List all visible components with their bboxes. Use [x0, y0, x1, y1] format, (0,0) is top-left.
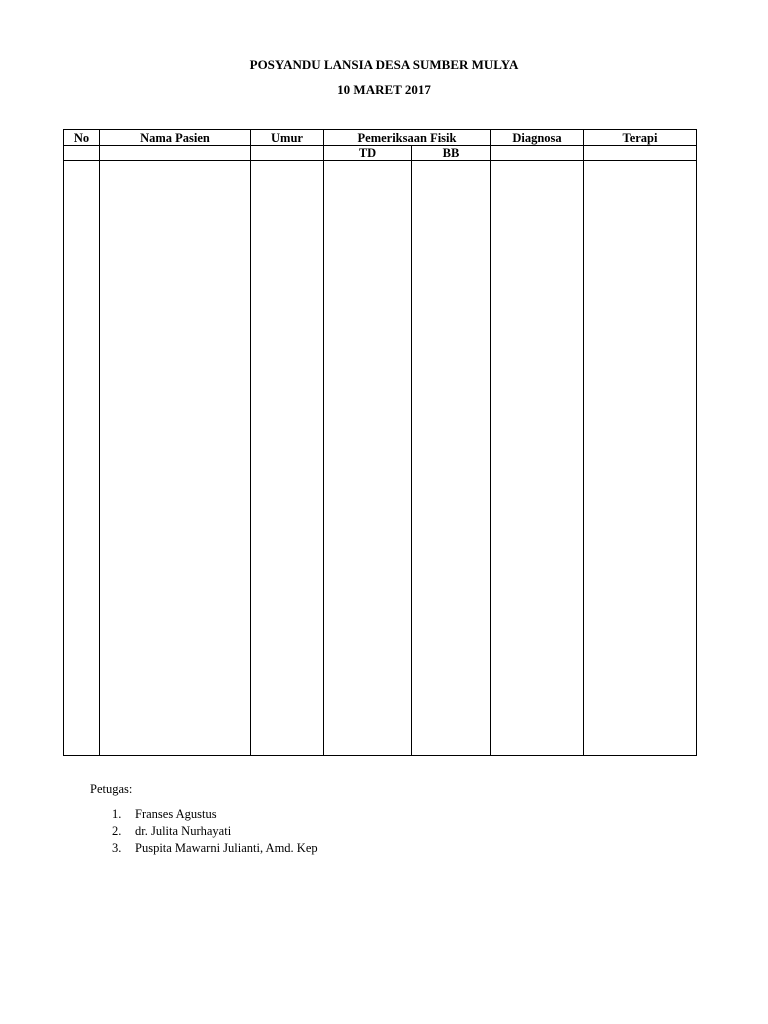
staff-name: Puspita Mawarni Julianti, Amd. Kep — [135, 841, 318, 855]
cell-nama-pasien — [100, 161, 251, 756]
table-body-row — [64, 161, 697, 756]
list-number: 3. — [112, 841, 122, 855]
list-item — [112, 806, 318, 823]
table-header-row — [64, 130, 697, 146]
header-bb: BB — [412, 146, 491, 161]
staff-name: dr. Julita Nurhayati — [135, 824, 232, 838]
cell-umur — [251, 161, 324, 756]
cell-bb — [412, 161, 491, 756]
subheader-empty-umur — [251, 146, 324, 161]
cell-td — [324, 161, 412, 756]
subheader-empty-terapi — [584, 146, 697, 161]
cell-no — [64, 161, 100, 756]
staff-list — [112, 806, 318, 857]
list-item — [112, 823, 318, 840]
list-number: 1. — [112, 807, 122, 821]
header-td: TD — [324, 146, 412, 161]
cell-diagnosa — [491, 161, 584, 756]
header-diagnosa: Diagnosa — [491, 130, 584, 146]
document-date: 10 MARET 2017 — [337, 82, 431, 97]
header-terapi: Terapi — [584, 130, 697, 146]
patient-table — [63, 129, 697, 756]
document-title: POSYANDU LANSIA DESA SUMBER MULYA — [249, 57, 519, 72]
subheader-empty-no — [64, 146, 100, 161]
staff-label: Petugas: — [90, 782, 133, 796]
header-pemeriksaan-fisik: Pemeriksaan Fisik — [324, 130, 491, 146]
header-umur: Umur — [251, 130, 324, 146]
header-nama-pasien: Nama Pasien — [100, 130, 251, 146]
cell-terapi — [584, 161, 697, 756]
staff-name: Franses Agustus — [135, 807, 217, 821]
subheader-empty-nama — [100, 146, 251, 161]
subheader-empty-diagnosa — [491, 146, 584, 161]
header-no: No — [64, 130, 100, 146]
list-item — [112, 840, 318, 857]
list-number: 2. — [112, 824, 122, 838]
table-subheader-row — [64, 146, 697, 161]
